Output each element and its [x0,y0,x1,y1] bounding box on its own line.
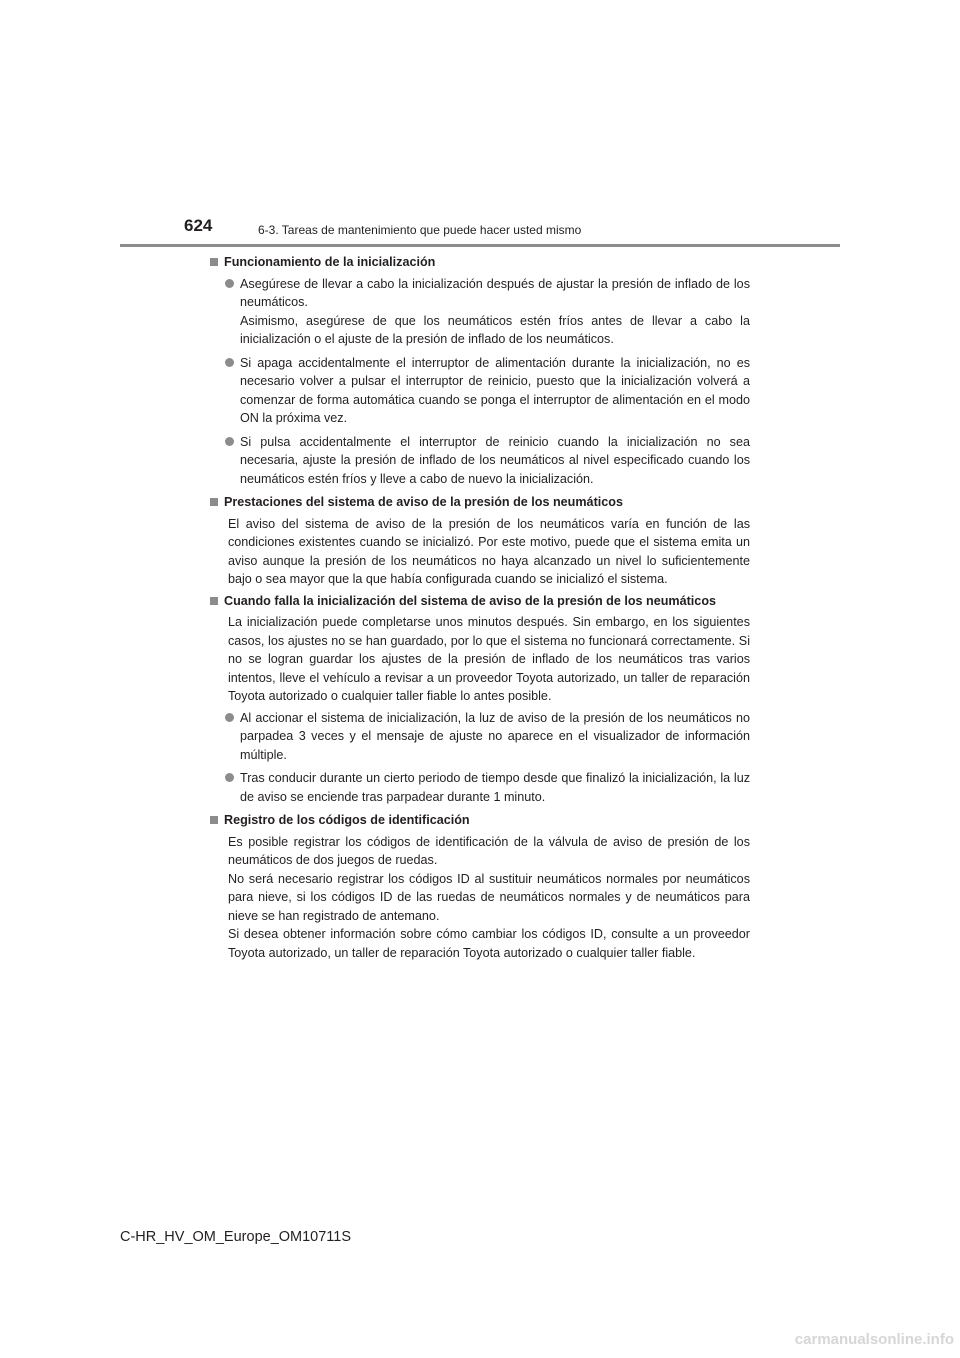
section-system-performance [208,493,750,589]
bullet-text: Si apaga accidentalmente el interruptor de alimentación durante la inicialización, no es necesario volver a pulsar el interruptor de reinicio, puesto que la inicialización volverá a comenzar de forma automática cuando se ponga el interruptor de alimentación en el modo ON la próxima vez. [240,355,750,425]
circle-bullet-icon [225,713,234,722]
section-heading [208,811,750,830]
section-heading-text: Cuando falla la inicialización del sistema de aviso de la presión de los neumáticos [224,593,717,608]
section-heading-text: Funcionamiento de la inicialización [224,255,436,269]
bullet-item [208,769,750,806]
paragraph: No será necesario registrar los códigos ID al sustituir neumáticos normales por neumáticos para nieve, si los códigos ID de las ruedas de neumáticos normales y de neumáticos para nieve se han registrado de antemano. [228,871,750,923]
section-initialization-failure [208,592,750,807]
bullet-text: Asegúrese de llevar a cabo la inicialización después de ajustar la presión de inflado de los neumáticos. [240,276,750,309]
bullet-text: Asimismo, asegúrese de que los neumáticos estén fríos antes de llevar a cabo la inicialización o el ajuste de la presión de inflado de los neumáticos. [240,313,750,346]
section-heading [208,253,750,272]
section-heading-text: Registro de los códigos de identificación [224,813,470,827]
section-id-code-registration [208,811,750,962]
circle-bullet-icon [225,773,234,782]
paragraph: El aviso del sistema de aviso de la presión de los neumáticos varía en función de las condiciones existentes cuando se inicializó. Por este motivo, puede que el sistema emita un aviso aunque la presión de los neumáticos no haya alcanzado un nivel lo suficientemente bajo o sea mayor que la que había configurada cuando se inicializó el sistema. [228,516,750,586]
bullet-item [208,354,750,428]
bullet-text: Al accionar el sistema de inicialización, la luz de aviso de la presión de los neumáticos no parpadea 3 veces y el mensaje de ajuste no aparece en el visualizador de información múltiple. [240,710,750,762]
header-divider [120,244,840,247]
document-code: C-HR_HV_OM_Europe_OM10711S [120,1229,352,1245]
section-heading [208,592,750,611]
square-bullet-icon [210,498,218,506]
paragraph: La inicialización puede completarse unos minutos después. Sin embargo, en los siguientes casos, los ajustes no se han guardado, por lo que el sistema no funcionará correctamente. Si no se logran guardar los ajustes de la presión de inflado de los neumáticos tras varios intentos, lleve el vehículo a revisar a un proveedor Toyota autorizado, un taller de reparación Toyota autorizado o cualquier taller fiable lo antes posible. [228,615,750,703]
circle-bullet-icon [225,358,234,367]
circle-bullet-icon [225,279,234,288]
square-bullet-icon [210,816,218,824]
bullet-item [208,275,750,349]
paragraph: Si desea obtener información sobre cómo cambiar los códigos ID, consulte a un proveedor Toyota autorizado, un taller de reparación Toyota autorizado o cualquier taller fiable. [228,927,750,960]
section-initialization-operation [208,253,750,488]
circle-bullet-icon [225,437,234,446]
square-bullet-icon [210,258,218,266]
section-heading-text: Prestaciones del sistema de aviso de la presión de los neumáticos [224,495,623,509]
bullet-text: Tras conducir durante un cierto periodo de tiempo desde que finalizó la inicialización, la luz de aviso se enciende tras parpadear durante 1 minuto. [240,771,750,804]
paragraph: Es posible registrar los códigos de identificación de la válvula de aviso de presión de los neumáticos de dos juegos de ruedas. [228,834,750,867]
page-number: 624 [184,216,213,235]
bullet-text: Si pulsa accidentalmente el interruptor de reinicio cuando la inicialización no sea necesaria, ajuste la presión de inflado de los neumáticos al nivel especificado cuando los neumáticos estén fríos y lleve a cabo de nuevo la inicialización. [240,434,750,486]
bullet-item [208,433,750,489]
watermark: carmanualsonline.info [794,1331,954,1348]
page-content [208,253,750,965]
section-header: 6-3. Tareas de mantenimiento que puede hacer usted mismo [258,223,582,237]
square-bullet-icon [210,597,218,605]
section-heading [208,493,750,512]
bullet-item [208,709,750,765]
